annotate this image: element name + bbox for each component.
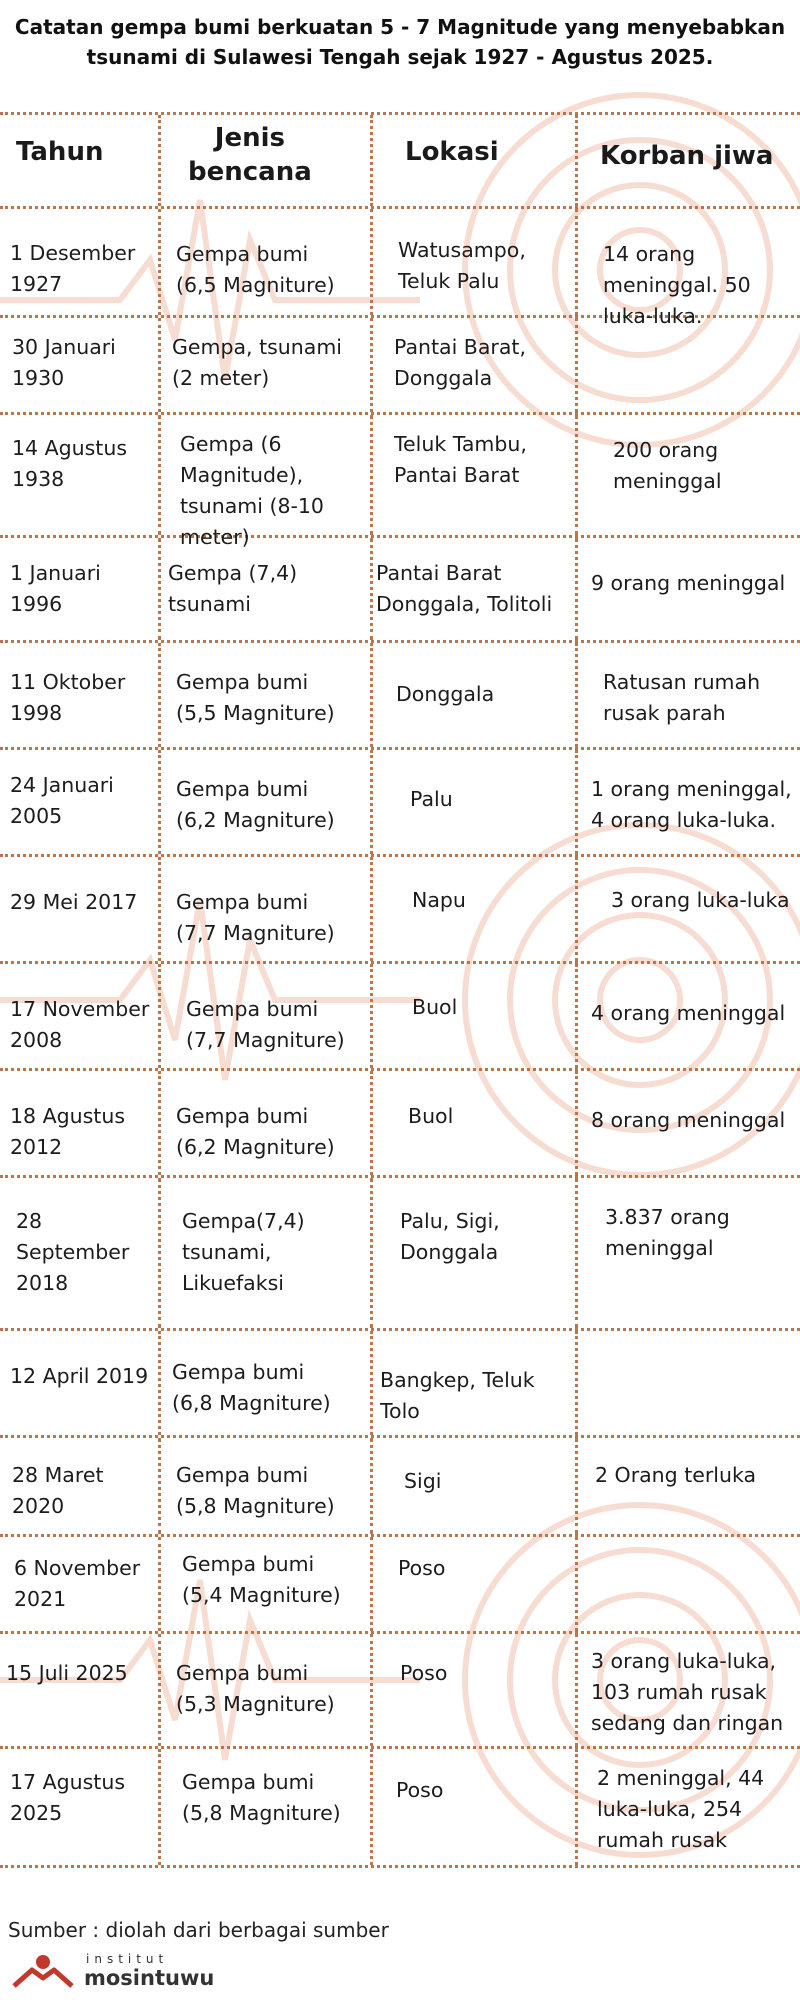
- table-row: [0, 857, 800, 964]
- cell-type: Gempa bumi (7,7 Magniture): [176, 890, 335, 945]
- table-row: [0, 1537, 800, 1634]
- cell-location: Poso: [398, 1556, 446, 1580]
- cell-victims: Ratusan rumah rusak parah: [603, 670, 761, 725]
- cell-type: Gempa bumi (6,5 Magniture): [176, 242, 335, 297]
- header-type: Jenis bencana: [188, 123, 312, 187]
- cell-location: Watusampo, Teluk Palu: [398, 238, 526, 293]
- cell-victims: 3.837 orang meninggal: [605, 1205, 730, 1260]
- cell-victims: 14 orang meninggal. 50 luka-luka.: [603, 242, 751, 328]
- table-row: [0, 1634, 800, 1749]
- header-victims: Korban jiwa: [600, 141, 774, 171]
- cell-type: Gempa bumi (5,3 Magniture): [176, 1661, 335, 1716]
- cell-type: Gempa bumi (6,8 Magniture): [172, 1360, 331, 1415]
- table-row: [0, 538, 800, 643]
- cell-type: Gempa, tsunami (2 meter): [172, 335, 343, 390]
- table-row: [0, 1331, 800, 1438]
- cell-victims: 2 Orang terluka: [595, 1463, 757, 1487]
- cell-year: 17 Agustus 2025: [10, 1770, 126, 1825]
- cell-location: Poso: [400, 1661, 448, 1685]
- logo-text-main: mosintuwu: [84, 1966, 215, 1990]
- institut-mosintuwu-logo: [10, 1952, 215, 1992]
- table-row: [0, 1438, 800, 1537]
- cell-type: Gempa (7,4) tsunami: [168, 561, 298, 616]
- cell-year: 18 Agustus 2012: [10, 1104, 126, 1159]
- cell-type: Gempa bumi (5,5 Magniture): [176, 670, 335, 725]
- cell-location: Buol: [412, 995, 458, 1019]
- cell-location: Buol: [408, 1104, 454, 1128]
- cell-victims: 3 orang luka-luka, 103 rumah rusak sedang dan ringan: [591, 1649, 784, 1735]
- cell-location: Palu, Sigi, Donggala: [400, 1209, 500, 1264]
- page-title: [0, 12, 800, 72]
- cell-year: 17 November 2008: [10, 997, 150, 1052]
- table-header-row: [0, 112, 800, 209]
- cell-victims: 8 orang meninggal: [591, 1108, 786, 1132]
- title-line-2: tsunami di Sulawesi Tengah sejak 1927 - Agustus 2025.: [86, 45, 714, 69]
- cell-year: 1 Januari 1996: [10, 561, 101, 616]
- table-row: [0, 1178, 800, 1331]
- cell-year: 30 Januari 1930: [12, 335, 116, 390]
- logo-icon: [10, 1952, 76, 1992]
- cell-location: Donggala: [396, 682, 495, 706]
- cell-victims: 1 orang meninggal, 4 orang luka-luka.: [591, 777, 792, 832]
- cell-year: 28 Maret 2020: [12, 1463, 104, 1518]
- table-row: [0, 318, 800, 415]
- cell-year: 12 April 2019: [10, 1364, 149, 1388]
- cell-victims: 200 orang meninggal: [613, 438, 722, 493]
- cell-location: Sigi: [404, 1469, 442, 1493]
- logo-text-top: institut: [86, 1952, 169, 1966]
- cell-type: Gempa bumi (7,7 Magniture): [186, 997, 345, 1052]
- cell-year: 1 Desember 1927: [10, 241, 136, 296]
- cell-type: Gempa bumi (6,2 Magniture): [176, 777, 335, 832]
- cell-year: 29 Mei 2017: [10, 890, 138, 914]
- cell-type: Gempa bumi (6,2 Magniture): [176, 1104, 335, 1159]
- cell-victims: 2 meninggal, 44 luka-luka, 254 rumah rusak: [597, 1766, 765, 1852]
- cell-location: Napu: [412, 888, 466, 912]
- cell-year: 24 Januari 2005: [10, 773, 114, 828]
- table-row: [0, 964, 800, 1071]
- cell-type: Gempa (6 Magnitude), tsunami (8-10 meter): [180, 432, 324, 549]
- cell-year: 28 September 2018: [16, 1209, 130, 1295]
- table-row: [0, 750, 800, 857]
- cell-year: 15 Juli 2025: [6, 1661, 128, 1685]
- cell-type: Gempa bumi (5,8 Magniture): [182, 1770, 341, 1825]
- cell-location: Teluk Tambu, Pantai Barat: [394, 432, 527, 487]
- table-row: [0, 1749, 800, 1868]
- cell-location: Pantai Barat, Donggala: [394, 335, 526, 390]
- source-note: Sumber : diolah dari berbagai sumber: [8, 1918, 389, 1942]
- cell-year: 14 Agustus 1938: [12, 436, 128, 491]
- earthquake-table: [0, 112, 800, 1868]
- cell-type: Gempa bumi (5,4 Magniture): [182, 1552, 341, 1607]
- cell-location: Palu: [410, 787, 453, 811]
- table-row: [0, 415, 800, 549]
- header-year: Tahun: [16, 137, 104, 167]
- cell-location: Poso: [396, 1778, 444, 1802]
- title-line-1: Catatan gempa bumi berkuatan 5 - 7 Magnitude yang menyebabkan: [14, 15, 786, 39]
- cell-type: Gempa(7,4) tsunami, Likuefaksi: [182, 1209, 305, 1295]
- table-row: [0, 643, 800, 750]
- cell-year: 11 Oktober 1998: [10, 670, 126, 725]
- cell-victims: 4 orang meninggal: [591, 1001, 786, 1025]
- cell-location: Bangkep, Teluk Tolo: [380, 1368, 535, 1423]
- table-row: [0, 209, 800, 328]
- table-row: [0, 1071, 800, 1178]
- cell-type: Gempa bumi (5,8 Magniture): [176, 1463, 335, 1518]
- cell-victims: 3 orang luka-luka: [611, 888, 790, 912]
- cell-victims: 9 orang meninggal: [591, 571, 786, 595]
- cell-location: Pantai Barat Donggala, Tolitoli: [376, 561, 553, 616]
- header-location: Lokasi: [405, 137, 499, 167]
- cell-year: 6 November 2021: [14, 1556, 141, 1611]
